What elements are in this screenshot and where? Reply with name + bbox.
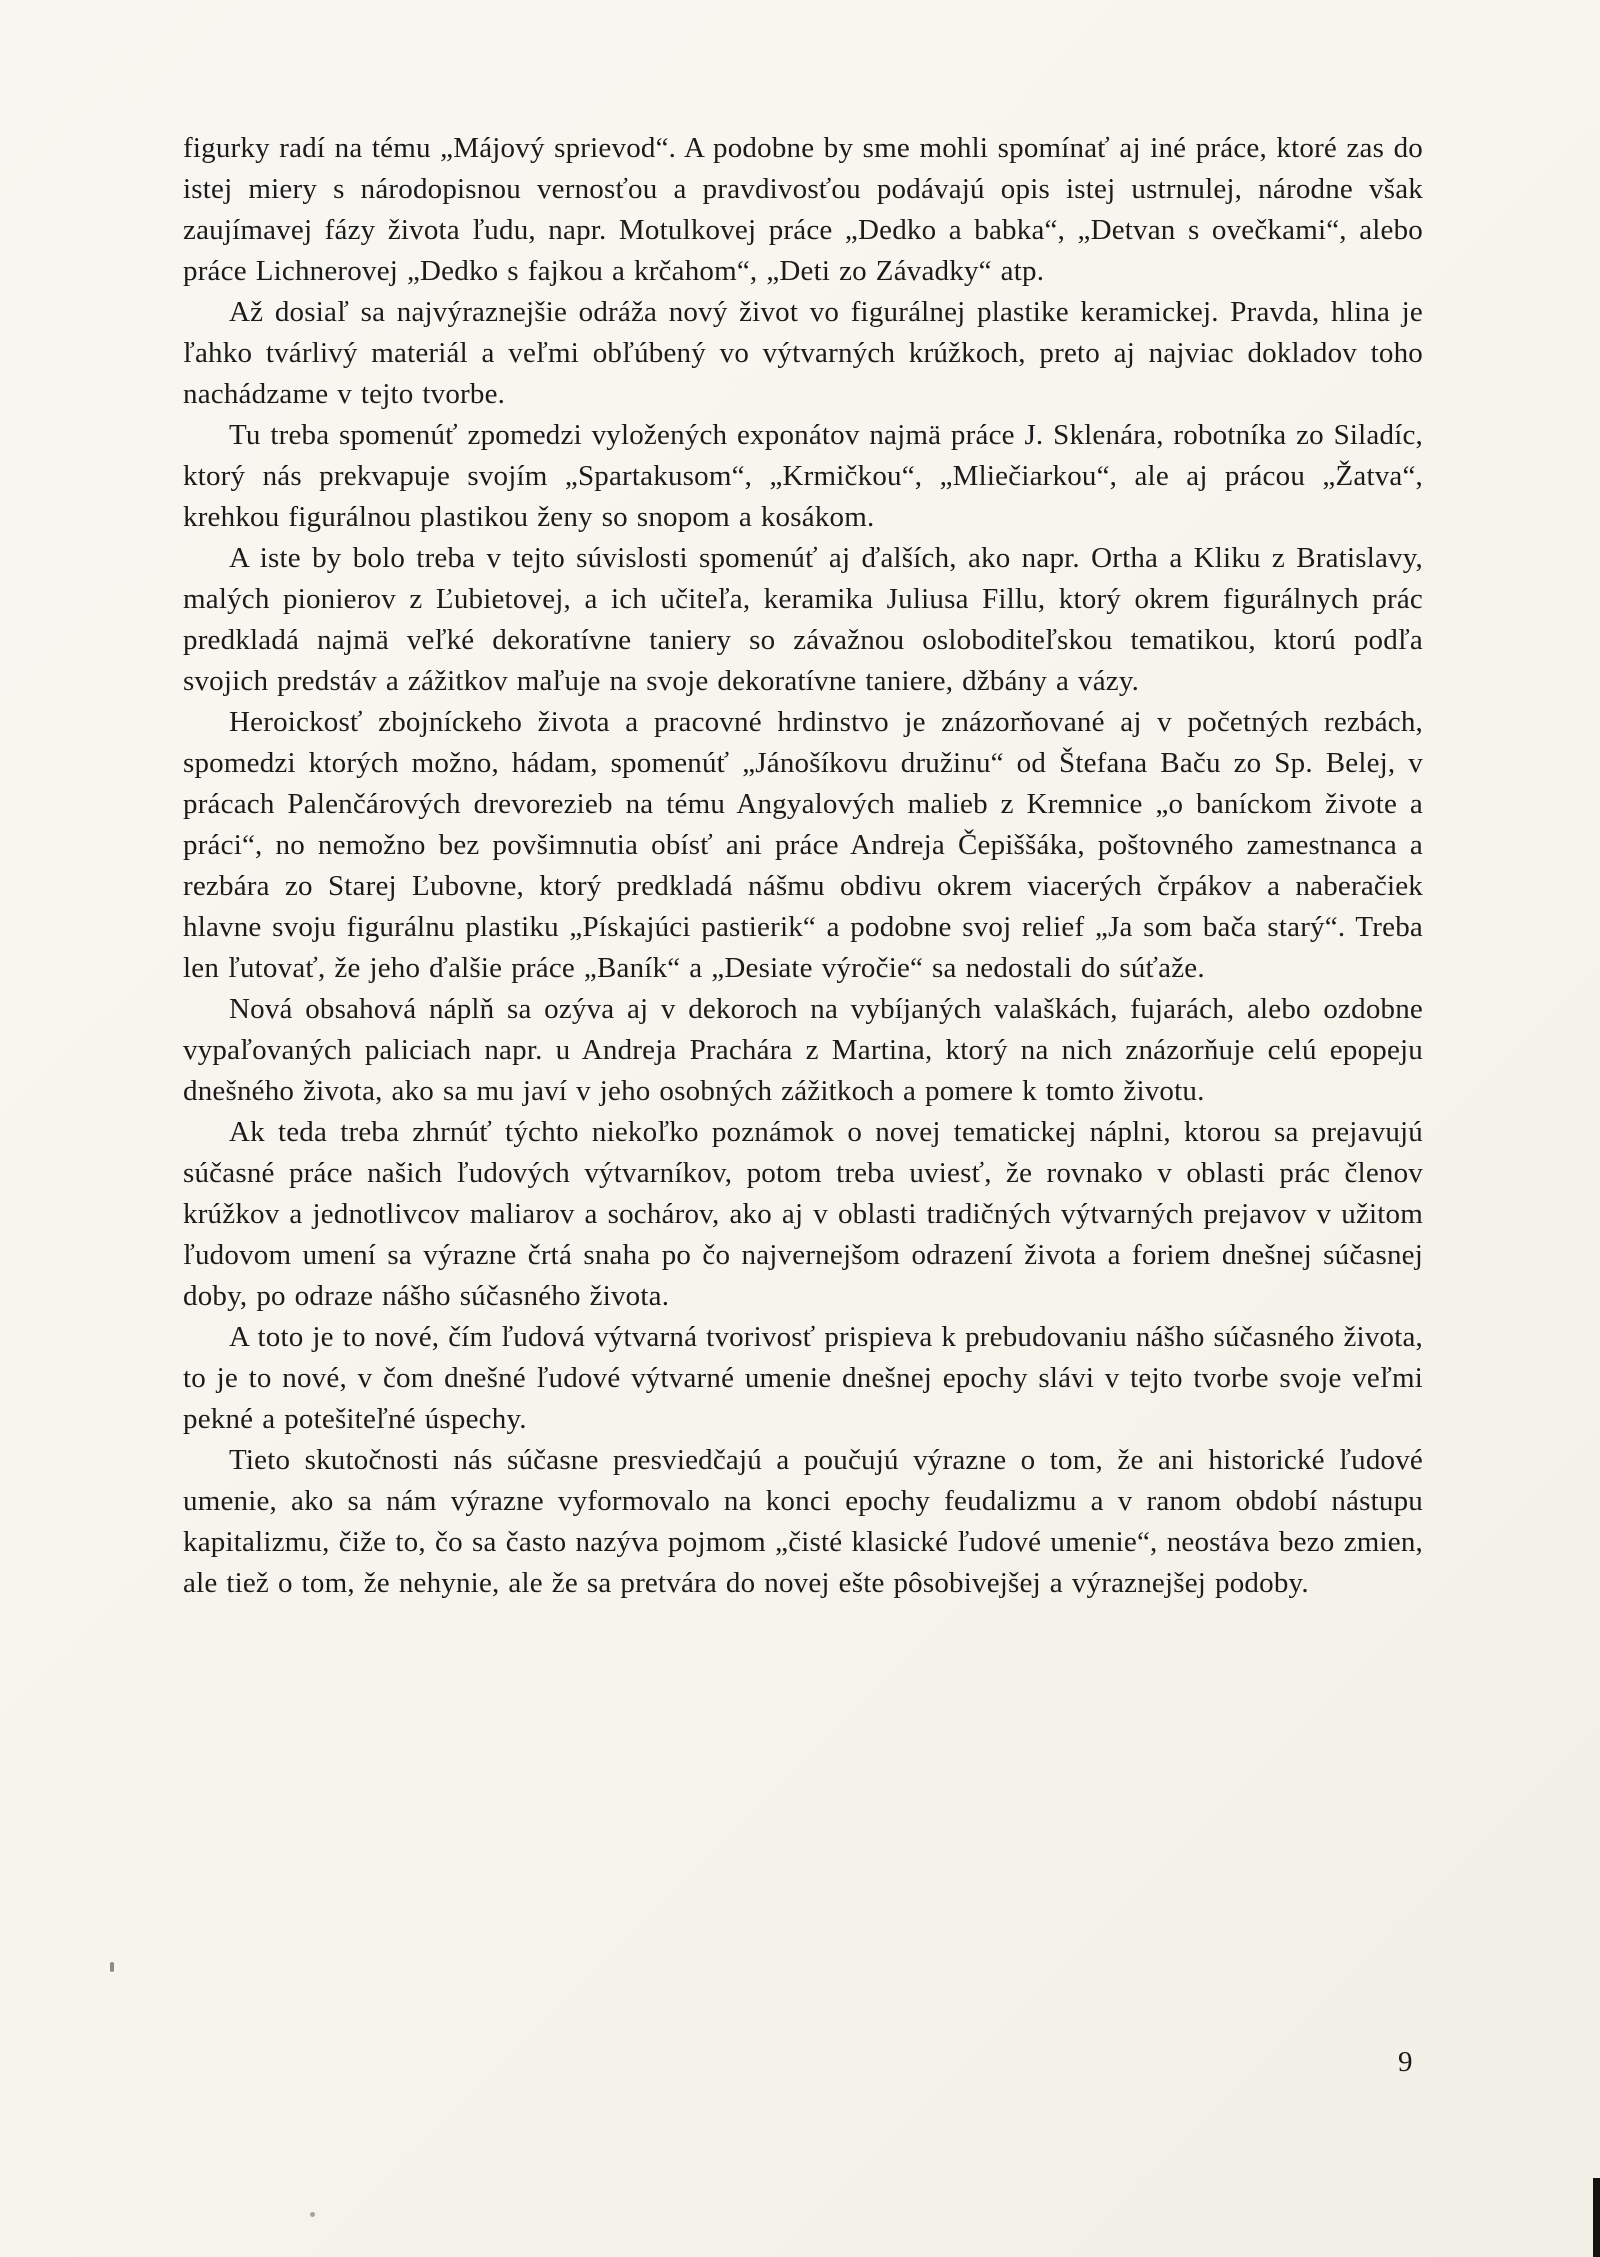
paragraph: figurky radí na tému „Májový sprievod“. A podobne by sme mohli spomínať aj iné práce, ktoré zas do istej miery s národopisnou vernosťou a pravdivosťou podávajú opis istej ustrnulej, národne však zaujímavej fázy života ľudu, napr. Motulkovej práce „Dedko a babka“, „Detvan s ovečkami“, alebo práce Lichnerovej „Dedko s fajkou a krčahom“, „Deti zo Závadky“ atp.	[183, 132, 1423, 287]
paragraph: Heroickosť zbojníckeho života a pracovné hrdinstvo je znázorňované aj v početných rezbách, spomedzi ktorých možno, hádam, spomenúť „Jánošíkovu družinu“ od Štefana Baču zo Sp. Belej, v prácach Palenčárových drevorezieb na tému Angyalových malieb z Kremnice „o baníckom živote a práci“, no nemožno bez povšimnutia obísť ani práce Andreja Čepiššáka, poštovného zamestnanca a rezbára zo Starej Ľubovne, ktorý predkladá nášmu obdivu okrem viacerých črpákov a naberačiek hlavne svoju figurálnu plastiku „Pískajúci pastierik“ a podobne svoj relief „Ja som bača starý“. Treba len ľutovať, že jeho ďalšie práce „Baník“ a „Desiate výročie“ sa nedostali do súťaže.	[183, 706, 1423, 984]
paragraph: A toto je to nové, čím ľudová výtvarná tvorivosť prispieva k prebudovaniu nášho súčasného života, to je to nové, v čom dnešné ľudové výtvarné umenie dnešnej epochy slávi v tejto tvorbe svoje veľmi pekné a potešiteľné úspechy.	[183, 1321, 1423, 1435]
paragraph: Až dosiaľ sa najvýraznejšie odráža nový život vo figurálnej plastike keramickej. Pravda, hlina je ľahko tvárlivý materiál a veľmi obľúbený vo výtvarných krúžkoch, preto aj najviac dokladov toho nachádzame v tejto tvorbe.	[183, 296, 1423, 410]
scan-speck	[110, 1962, 114, 1972]
paragraph: Tu treba spomenúť zpomedzi vyložených exponátov najmä práce J. Sklenára, robotníka zo Siladíc, ktorý nás prekvapuje svojím „Spartakusom“, „Krmičkou“, „Mliečiarkou“, ale aj prácou „Žatva“, krehkou figurálnou plastikou ženy so snopom a kosákom.	[183, 419, 1423, 533]
scan-speck	[310, 2212, 315, 2217]
scan-edge-artifact	[1593, 2178, 1600, 2257]
page-number: 9	[1398, 2046, 1413, 2078]
paragraph: Ak teda treba zhrnúť týchto niekoľko poznámok o novej tematickej náplni, ktorou sa prejavujú súčasné práce našich ľudových výtvarníkov, potom treba uviesť, že rovnako v oblasti prác členov krúžkov a jednotlivcov maliarov a sochárov, ako aj v oblasti tradičných výtvarných prejavov v užitom ľudovom umení sa výrazne črtá snaha po čo najvernejšom odrazení života a foriem dnešnej súčasnej doby, po odraze nášho súčasného života.	[183, 1116, 1423, 1312]
paragraph: Nová obsahová náplň sa ozýva aj v dekoroch na vybíjaných valaškách, fujarách, alebo ozdobne vypaľovaných paliciach napr. u Andreja Prachára z Martina, ktorý na nich znázorňuje celú epopeju dnešného života, ako sa mu javí v jeho osobných zážitkoch a pomere k tomto životu.	[183, 993, 1423, 1107]
text-column	[183, 128, 1423, 1604]
paragraph: A iste by bolo treba v tejto súvislosti spomenúť aj ďalších, ako napr. Ortha a Kliku z Bratislavy, malých pionierov z Ľubietovej, a ich učiteľa, keramika Juliusa Fillu, ktorý okrem figurálnych prác predkladá najmä veľké dekoratívne taniery so závažnou osloboditeľskou tematikou, ktorú podľa svojich predstáv a zážitkov maľuje na svoje dekoratívne taniere, džbány a vázy.	[183, 542, 1423, 697]
paragraph: Tieto skutočnosti nás súčasne presviedčajú a poučujú výrazne o tom, že ani historické ľudové umenie, ako sa nám výrazne vyformovalo na konci epochy feudalizmu a v ranom období nástupu kapitalizmu, čiže to, čo sa často nazýva pojmom „čisté klasické ľudové umenie“, neostáva bezo zmien, ale tiež o tom, že nehynie, ale že sa pretvára do novej ešte pôsobivejšej a výraznejšej podoby.	[183, 1444, 1423, 1599]
